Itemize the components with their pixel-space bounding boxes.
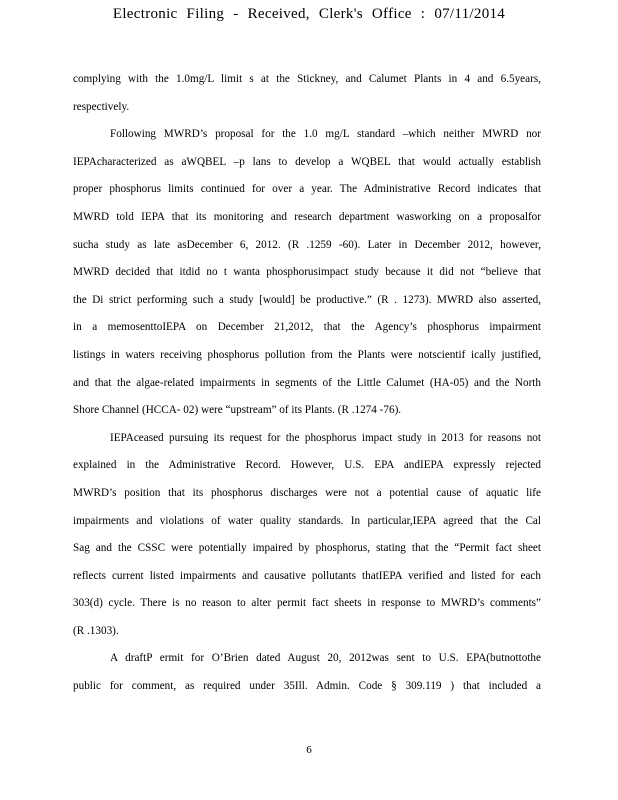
paragraph-start-line: A draftP ermit for O’Brien dated August 20, 2012was sent to U.S. EPA(butnottothe	[110, 652, 541, 665]
text-line: (R .1303).	[73, 624, 119, 637]
text-line: impairments and violations of water quality standards. In particular,IEPA agreed that the Cal	[73, 514, 541, 527]
paragraph-start-line: IEPAceased pursuing its request for the phosphorus impact study in 2013 for reasons not	[110, 431, 541, 444]
text-line: MWRD decided that itdid no t wanta phosphorusimpact study because it did not “believe that	[73, 266, 541, 279]
page-number: 6	[306, 744, 312, 756]
filing-header: Electronic Filing - Received, Clerk's Office : 07/11/2014	[112, 6, 506, 22]
text-line: explained in the Administrative Record. However, U.S. EPA andIEPA expressly rejected	[73, 459, 541, 472]
text-line: Shore Channel (HCCA- 02) were “upstream” of its Plants. (R .1274 -76).	[73, 404, 402, 417]
text-line: respectively.	[73, 100, 130, 113]
text-line: public for comment, as required under 35Ill. Admin. Code § 309.119 ) that included a	[73, 680, 541, 693]
text-line: sucha study as late asDecember 6, 2012. (R .1259 -60). Later in December 2012, however,	[73, 238, 541, 251]
text-line: IEPAcharacterized as aWQBEL –p lans to develop a WQBEL that would actually establish	[73, 155, 541, 168]
text-line: 303(d) cycle. There is no reason to alter permit fact sheets in response to MWRD’s comments”	[73, 597, 541, 610]
text-line: MWRD told IEPA that its monitoring and research department wasworking on a proposalfor	[73, 210, 541, 223]
text-line: listings in waters receiving phosphorus pollution from the Plants were notscientif ically justified,	[73, 348, 541, 361]
text-line: in a memosenttoIEPA on December 21,2012, that the Agency’s phosphorus impairment	[73, 321, 541, 334]
text-line: reflects current listed impairments and causative pollutants thatIEPA verified and listed for each	[73, 569, 541, 582]
body-text	[73, 66, 541, 701]
text-line: MWRD’s position that its phosphorus discharges were not a potential cause of aquatic life	[73, 486, 541, 499]
paragraph-start-line: Following MWRD’s proposal for the 1.0 mg/L standard –which neither MWRD nor	[110, 128, 541, 141]
text-line: complying with the 1.0mg/L limit s at the Stickney, and Calumet Plants in 4 and 6.5years,	[73, 73, 541, 85]
text-line: Sag and the CSSC were potentially impaired by phosphorus, stating that the “Permit fact sheet	[73, 542, 541, 555]
text-line: proper phosphorus limits continued for over a year. The Administrative Record indicates that	[73, 183, 541, 196]
text-line: the Di strict performing such a study [would] be productive.” (R . 1273). MWRD also asserted,	[73, 293, 541, 306]
text-line: and that the algae-related impairments in segments of the Little Calumet (HA-05) and the North	[73, 376, 541, 389]
